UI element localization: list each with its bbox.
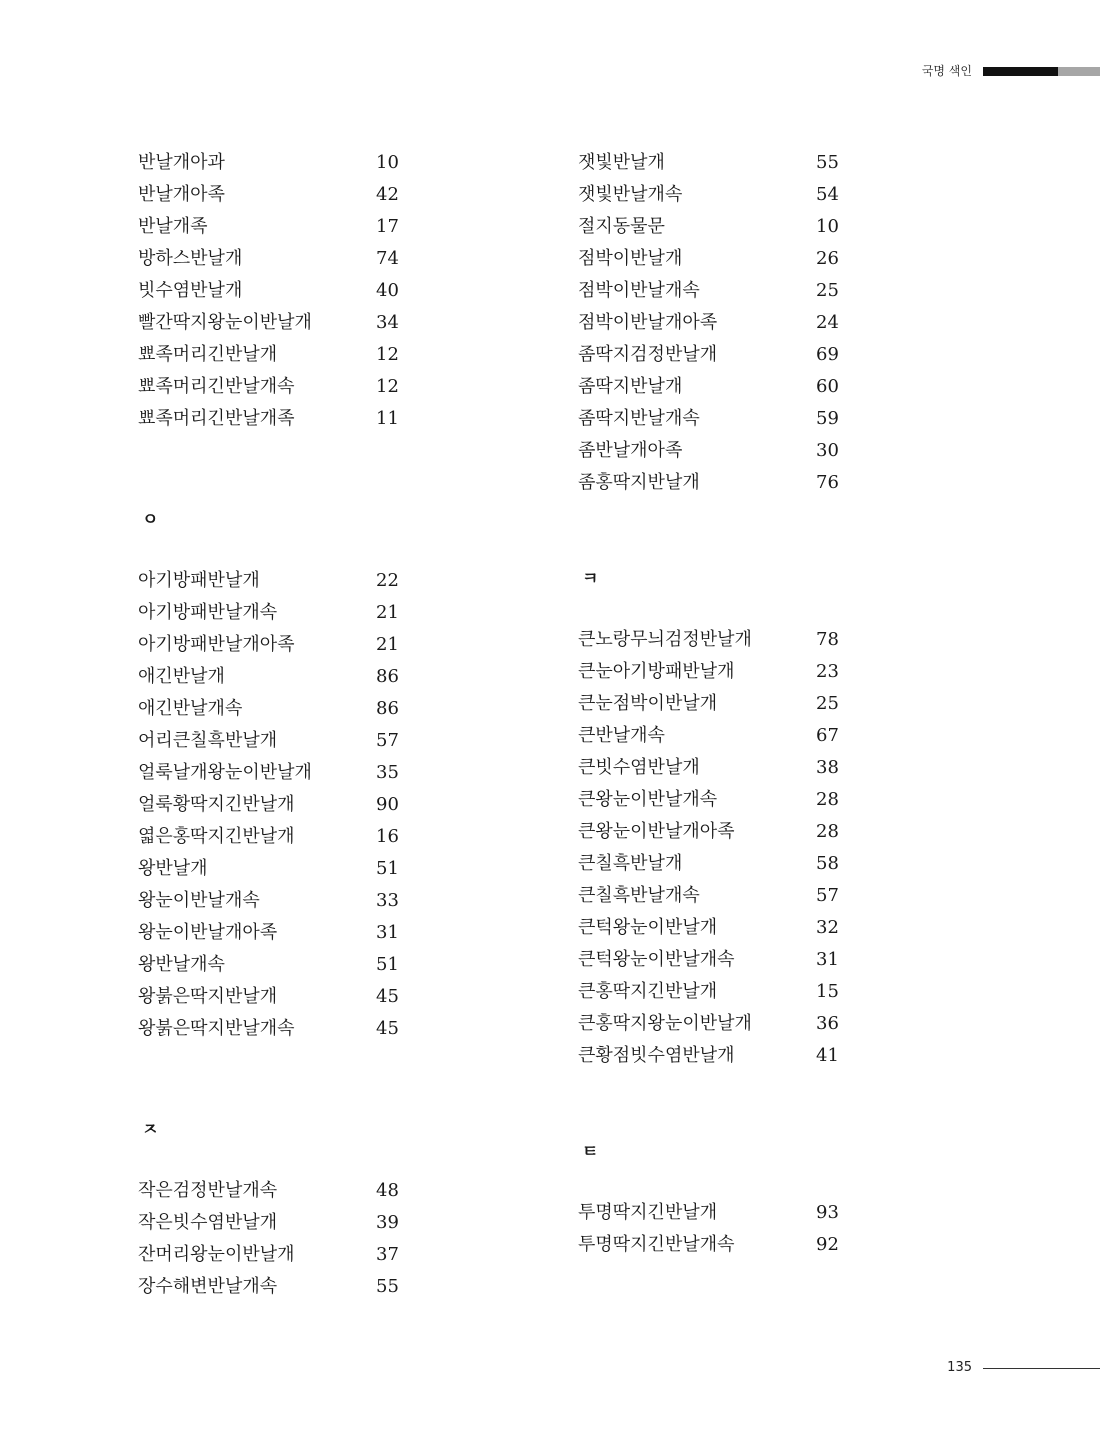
index-entry: [138, 179, 408, 211]
entry-page-number: 10: [816, 216, 839, 237]
index-entry: [578, 435, 848, 467]
entry-name: 큰노랑무늬검정반날개: [578, 629, 752, 650]
entry-name: 큰황점빗수염반날개: [578, 1045, 735, 1066]
index-entry: [138, 565, 408, 597]
entry-page-number: 36: [816, 1013, 839, 1034]
index-entry: [578, 784, 848, 816]
entry-name: 큰칠흑반날개속: [578, 885, 700, 906]
entry-page-number: 24: [816, 312, 839, 333]
entry-page-number: 40: [376, 280, 399, 301]
entry-name: 반날개족: [138, 216, 208, 237]
entry-name: 큰눈점박이반날개: [578, 693, 718, 714]
index-entry: [578, 816, 848, 848]
index-entry: [138, 789, 408, 821]
entry-page-number: 55: [816, 152, 839, 173]
index-entry: [578, 243, 848, 275]
entry-page-number: 60: [816, 376, 839, 397]
entry-name: 어리큰칠흑반날개: [138, 730, 278, 751]
index-entry: [578, 848, 848, 880]
entry-page-number: 58: [816, 853, 839, 874]
entry-name: 애긴반날개: [138, 666, 225, 687]
entry-name: 왕붉은딱지반날개속: [138, 1018, 295, 1039]
entry-name: 작은빗수염반날개: [138, 1212, 278, 1233]
entry-name: 뾰족머리긴반날개속: [138, 376, 295, 397]
index-entry: [138, 917, 408, 949]
index-entry: [578, 1008, 848, 1040]
entry-page-number: 10: [376, 152, 399, 173]
index-entry: [578, 624, 848, 656]
index-entry: [138, 243, 408, 275]
entry-name: 반날개아족: [138, 184, 225, 205]
entry-page-number: 16: [376, 826, 399, 847]
section-letter: ㅌ: [582, 1142, 599, 1162]
index-entry: [138, 981, 408, 1013]
entry-page-number: 45: [376, 1018, 399, 1039]
entry-page-number: 31: [816, 949, 839, 970]
entry-page-number: 32: [816, 917, 839, 938]
entry-page-number: 57: [816, 885, 839, 906]
entry-page-number: 90: [376, 794, 399, 815]
index-entry: [138, 275, 408, 307]
index-entry: [138, 693, 408, 725]
entry-name: 큰홍딱지왕눈이반날개: [578, 1013, 752, 1034]
entry-name: 점박이반날개아족: [578, 312, 718, 333]
index-entry: [138, 371, 408, 403]
index-entry: [138, 597, 408, 629]
index-entry: [138, 821, 408, 853]
entry-page-number: 86: [376, 698, 399, 719]
entry-name: 왕눈이반날개속: [138, 890, 260, 911]
entry-page-number: 35: [376, 762, 399, 783]
entry-page-number: 45: [376, 986, 399, 1007]
index-entry: [578, 944, 848, 976]
entry-name: 아기방패반날개속: [138, 602, 278, 623]
entry-page-number: 12: [376, 376, 399, 397]
entry-name: 애긴반날개속: [138, 698, 243, 719]
entry-page-number: 31: [376, 922, 399, 943]
entry-name: 왕눈이반날개아족: [138, 922, 278, 943]
index-entry: [578, 720, 848, 752]
section-letter: ㅇ: [142, 510, 159, 530]
entry-name: 아기방패반날개: [138, 570, 260, 591]
index-entry: [578, 656, 848, 688]
entry-name: 큰반날개속: [578, 725, 665, 746]
entry-name: 좀딱지반날개: [578, 376, 683, 397]
entry-page-number: 59: [816, 408, 839, 429]
entry-page-number: 42: [376, 184, 399, 205]
entry-name: 투명딱지긴반날개: [578, 1202, 718, 1223]
entry-name: 엷은홍딱지긴반날개: [138, 826, 295, 847]
entry-name: 빨간딱지왕눈이반날개: [138, 312, 312, 333]
entry-page-number: 15: [816, 981, 839, 1002]
entry-name: 큰빗수염반날개: [578, 757, 700, 778]
index-entry: [578, 467, 848, 499]
entry-page-number: 74: [376, 248, 399, 269]
entry-page-number: 51: [376, 954, 399, 975]
entry-page-number: 28: [816, 789, 839, 810]
entry-page-number: 33: [376, 890, 399, 911]
entry-name: 점박이반날개: [578, 248, 683, 269]
index-entry: [578, 275, 848, 307]
index-entry: [138, 1175, 408, 1207]
entry-name: 얼룩날개왕눈이반날개: [138, 762, 312, 783]
section-letter: ㅋ: [582, 569, 599, 589]
running-header-title: 국명 색인: [921, 64, 972, 78]
index-entry: [138, 403, 408, 435]
entry-name: 투명딱지긴반날개속: [578, 1234, 735, 1255]
index-entry: [138, 1207, 408, 1239]
running-header: [0, 63, 1100, 79]
section-letter: ㅈ: [142, 1120, 159, 1140]
entry-page-number: 34: [376, 312, 399, 333]
entry-name: 큰왕눈이반날개아족: [578, 821, 735, 842]
entry-page-number: 38: [816, 757, 839, 778]
entry-page-number: 67: [816, 725, 839, 746]
index-entry: [138, 147, 408, 179]
entry-page-number: 55: [376, 1276, 399, 1297]
entry-page-number: 23: [816, 661, 839, 682]
index-entry: [578, 403, 848, 435]
index-entry: [578, 211, 848, 243]
entry-name: 좀딱지검정반날개: [578, 344, 718, 365]
index-entry: [578, 339, 848, 371]
entry-page-number: 78: [816, 629, 839, 650]
index-entry: [138, 629, 408, 661]
entry-page-number: 57: [376, 730, 399, 751]
index-entry: [138, 1271, 408, 1303]
index-entry: [138, 1239, 408, 1271]
entry-name: 큰칠흑반날개: [578, 853, 683, 874]
entry-name: 아기방패반날개아족: [138, 634, 295, 655]
entry-page-number: 39: [376, 1212, 399, 1233]
entry-name: 뾰족머리긴반날개족: [138, 408, 295, 429]
entry-page-number: 25: [816, 280, 839, 301]
page-number: 135: [947, 1360, 972, 1375]
entry-name: 점박이반날개속: [578, 280, 700, 301]
index-entry: [138, 211, 408, 243]
entry-name: 왕반날개: [138, 858, 208, 879]
entry-page-number: 37: [376, 1244, 399, 1265]
entry-page-number: 11: [376, 408, 399, 429]
entry-page-number: 69: [816, 344, 839, 365]
index-entry: [578, 371, 848, 403]
index-entry: [578, 147, 848, 179]
entry-name: 큰턱왕눈이반날개속: [578, 949, 735, 970]
entry-page-number: 17: [376, 216, 399, 237]
index-entry: [578, 912, 848, 944]
entry-name: 큰턱왕눈이반날개: [578, 917, 718, 938]
entry-page-number: 54: [816, 184, 839, 205]
entry-name: 잔머리왕눈이반날개: [138, 1244, 295, 1265]
entry-page-number: 26: [816, 248, 839, 269]
entry-page-number: 21: [376, 634, 399, 655]
index-entry: [578, 752, 848, 784]
entry-page-number: 12: [376, 344, 399, 365]
index-entry: [578, 1229, 848, 1261]
entry-page-number: 25: [816, 693, 839, 714]
entry-page-number: 51: [376, 858, 399, 879]
entry-name: 잿빛반날개속: [578, 184, 683, 205]
index-entry: [138, 725, 408, 757]
index-entry: [578, 1197, 848, 1229]
entry-page-number: 76: [816, 472, 839, 493]
entry-name: 작은검정반날개속: [138, 1180, 278, 1201]
entry-name: 뾰족머리긴반날개: [138, 344, 278, 365]
entry-name: 장수해변반날개속: [138, 1276, 278, 1297]
entry-page-number: 92: [816, 1234, 839, 1255]
index-entry: [138, 661, 408, 693]
entry-page-number: 93: [816, 1202, 839, 1223]
index-entry: [578, 976, 848, 1008]
entry-name: 반날개아과: [138, 152, 225, 173]
index-entry: [138, 1013, 408, 1045]
entry-name: 왕반날개속: [138, 954, 225, 975]
entry-name: 큰홍딱지긴반날개: [578, 981, 718, 1002]
entry-page-number: 48: [376, 1180, 399, 1201]
entry-page-number: 41: [816, 1045, 839, 1066]
entry-page-number: 21: [376, 602, 399, 623]
entry-name: 큰왕눈이반날개속: [578, 789, 718, 810]
header-bar-dark: [983, 67, 1058, 76]
index-entry: [578, 179, 848, 211]
entry-name: 빗수염반날개: [138, 280, 243, 301]
entry-page-number: 28: [816, 821, 839, 842]
index-entry: [138, 853, 408, 885]
index-entry: [138, 757, 408, 789]
index-entry: [138, 885, 408, 917]
entry-name: 좀딱지반날개속: [578, 408, 700, 429]
page-footer: [0, 1358, 1100, 1378]
index-entry: [578, 880, 848, 912]
index-entry: [138, 339, 408, 371]
index-entry: [138, 307, 408, 339]
index-entry: [578, 688, 848, 720]
entry-name: 좀홍딱지반날개: [578, 472, 700, 493]
entry-page-number: 30: [816, 440, 839, 461]
entry-page-number: 86: [376, 666, 399, 687]
entry-page-number: 22: [376, 570, 399, 591]
entry-name: 잿빛반날개: [578, 152, 665, 173]
entry-name: 큰눈아기방패반날개: [578, 661, 735, 682]
header-bar-light: [1058, 67, 1100, 76]
entry-name: 왕붉은딱지반날개: [138, 986, 278, 1007]
entry-name: 방하스반날개: [138, 248, 243, 269]
entry-name: 얼룩황딱지긴반날개: [138, 794, 295, 815]
entry-name: 절지동물문: [578, 216, 665, 237]
index-entry: [578, 1040, 848, 1072]
entry-name: 좀반날개아족: [578, 440, 683, 461]
footer-rule: [983, 1368, 1100, 1369]
index-entry: [138, 949, 408, 981]
index-entry: [578, 307, 848, 339]
